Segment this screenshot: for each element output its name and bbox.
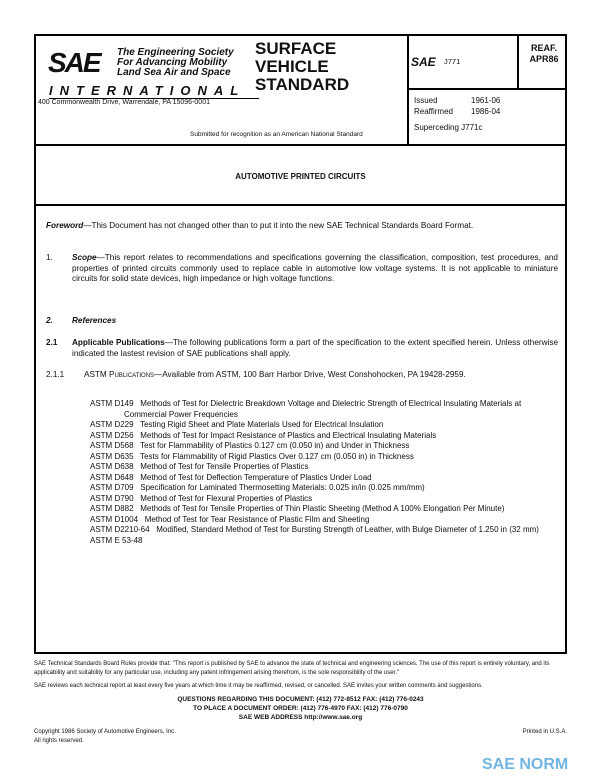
applicable-publications (46, 338, 558, 359)
foreword (46, 221, 558, 232)
references-heading (46, 316, 558, 327)
header-divider (407, 36, 409, 144)
reaffirmed-label: Reaffirmed (414, 107, 453, 116)
standard-line: VEHICLE (255, 57, 329, 76)
dates (414, 95, 500, 117)
sae-logo: SAE (48, 47, 100, 78)
astm-text: —Available from ASTM, 100 Barr Harbor Drive, West Conshohocken, PA 19428-2959. (154, 370, 466, 379)
tagline-line: Land Sea Air and Space (117, 67, 231, 78)
reference-item: ASTM D2210-64 Modified, Standard Method of Test for Bursting Strength of Leather, with Bulge Diameter of 1.250 in (32 mm) (90, 525, 539, 534)
watermark-logo: SAE NORM (482, 756, 569, 773)
copyright: Copyright 1986 Society of Automotive Engineers, Inc. (34, 729, 176, 735)
applicable-text: —The following publications form a part of the specification to the extent specified herein. Unless otherwise indicated the lastest revision of SAE publications shall apply. (72, 338, 559, 358)
web-address: SAE WEB ADDRESS http://www.sae.org (238, 714, 363, 721)
reference-item: ASTM D882 Methods of Test for Tensile Properties of Thin Plastic Sheeting (Method A 100% Elongation Per Minute) (90, 504, 505, 513)
reaf-label: REAF. (530, 43, 557, 53)
reference-item: ASTM D1004 Method of Test for Tear Resistance of Plastic Film and Sheeting (90, 514, 370, 524)
reference-item: ASTM D709 Specification for Laminated Thermosetting Materials: 0.025 in/in (0.025 mm/mm) (90, 483, 425, 492)
reaf-date: APR86 (529, 54, 559, 64)
astm-publications (46, 370, 558, 381)
references-label: References (72, 316, 117, 325)
standard-line: STANDARD (255, 75, 350, 94)
questions-line: QUESTIONS REGARDING THIS DOCUMENT: (412) 772-8512 FAX: (412) 776-0243 (177, 696, 424, 703)
foreword-text: —This Document has not changed other than to put it into the new SAE Technical Standards Board Format. (83, 221, 474, 230)
header-divider (407, 88, 567, 90)
section-number: 2.1 (46, 338, 58, 347)
issued-value: 1961-06 (471, 96, 501, 105)
rights: All rights reserved. (34, 738, 84, 744)
section-number: 1. (46, 253, 53, 262)
section-number: 2.1.1 (46, 370, 65, 379)
copyright-row (34, 728, 567, 746)
reference-item: ASTM D790 Method of Test for Flexural Properties of Plastics (90, 493, 313, 503)
international-label: INTERNATIONAL (49, 83, 259, 99)
printed-in: Printed in U.S.A. (522, 729, 567, 735)
foreword-label: Foreword (46, 221, 84, 230)
order-line: TO PLACE A DOCUMENT ORDER: (412) 776-4970 FAX: (412) 776-0790 (193, 705, 408, 712)
reference-item: ASTM D638 Method of Test for Tensile Properties of Plastics (90, 462, 309, 471)
footer (34, 660, 567, 746)
doc-number: J771 (444, 57, 461, 66)
reference-item: ASTM E 53-48 (90, 535, 143, 545)
review-note: SAE reviews each technical report at least every five years at which time it may be reaffirmed, revised, or cancelled. SAE invites your written comments and suggestions. (34, 683, 483, 689)
issued-label: Issued (414, 96, 438, 105)
superseding: Superceding J771c (414, 123, 483, 132)
scope-section (46, 253, 558, 285)
reference-item: ASTM D256 Methods of Test for Impact Resistance of Plastics and Electrical Insulating Materials (90, 430, 437, 440)
header-divider (517, 36, 519, 89)
submitted-note: Submitted for recognition as an American National Standard (190, 131, 363, 138)
address: 400 Commonwealth Drive, Warrendale, PA 15096-0001 (38, 99, 210, 106)
standard-type (255, 40, 349, 94)
reference-list (90, 399, 560, 546)
tagline (117, 48, 234, 78)
reference-item: ASTM D229 Testing Rigid Sheet and Plate Materials Used for Electrical Insulation (90, 420, 384, 429)
reaffirmed-value: 1986-04 (471, 107, 501, 116)
rules-note: SAE Technical Standards Board Rules provide that: "This report is published by SAE to advance the state of technical and engineering sciences. The use of this report is entirely voluntary, and its applicability and suitability for any particular use, including any patent infringement arising therefrom, is the sole responsibility of the user." (34, 661, 550, 676)
tagline-line: For Advancing Mobility (117, 57, 228, 68)
scope-text: —This report relates to recommendations and specifications governing the classification, composition, test procedures, and properties of printed circuits commonly used to replace cable in automotive low voltage systems. It is not applicable to miniature circuits for solid state devices, high impedance or high voltage functions. (72, 253, 558, 283)
document-title: AUTOMOTIVE PRINTED CIRCUITS (235, 172, 366, 181)
sae-small-logo: SAE (411, 55, 436, 69)
scope-heading: Scope (72, 253, 97, 262)
reference-item: ASTM D635 Tests for Flammability of Rigid Plastics Over 0.127 cm (0.050 in) in Thickness (90, 451, 414, 461)
reaf-cell (522, 43, 566, 65)
astm-heading: ASTM Publications (84, 370, 155, 379)
section-number: 2. (46, 316, 53, 325)
tagline-line: The Engineering Society (117, 47, 234, 58)
reference-item: ASTM D568 Test for Flammability of Plastics 0.127 cm (0.050 in) and Under in Thickness (90, 441, 410, 450)
reference-item: ASTM D648 Method of Test for Deflection Temperature of Plastics Under Load (90, 472, 372, 482)
standard-line: SURFACE (255, 39, 337, 58)
applicable-heading: Applicable Publications (72, 338, 165, 347)
reference-item: ASTM D149 Methods of Test for Dielectric Breakdown Voltage and Dielectric Strength of Electrical Insulating Materials at Commercial Power Frequencies (90, 399, 524, 419)
